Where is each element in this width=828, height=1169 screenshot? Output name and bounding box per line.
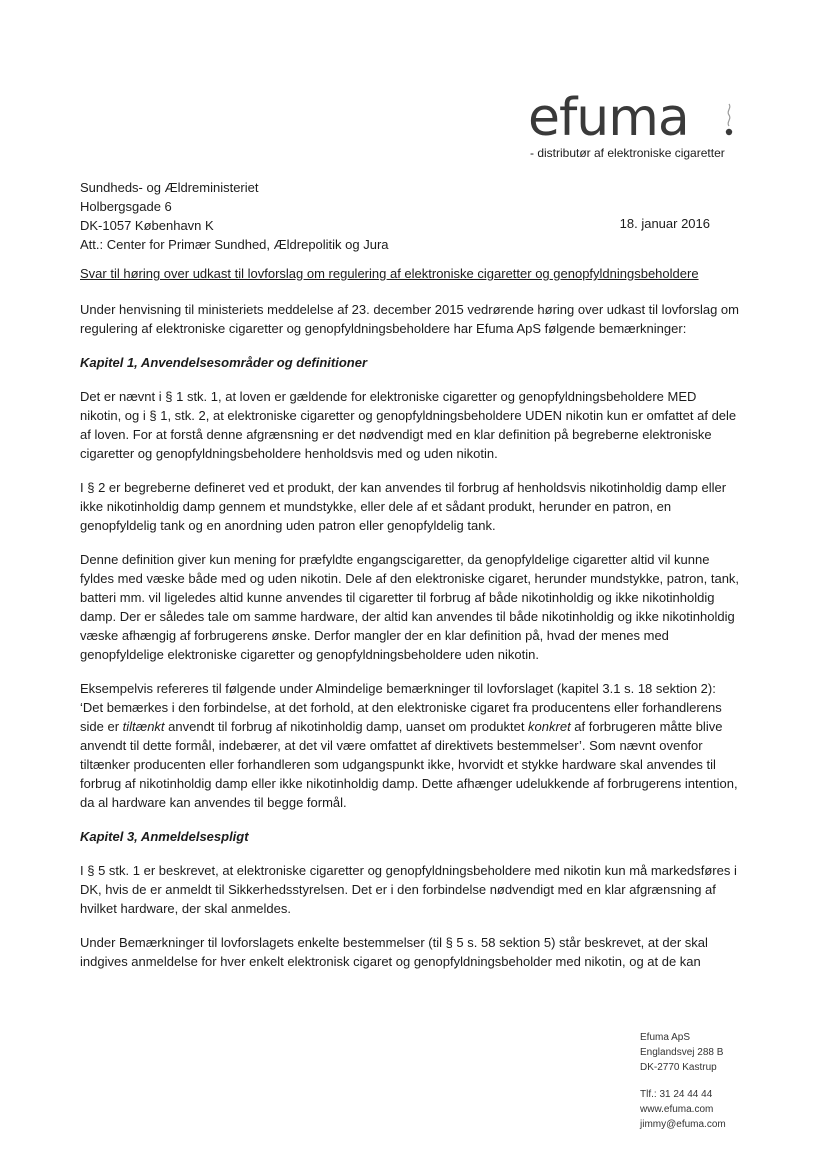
letter-date: 18. januar 2016 [619, 216, 710, 231]
text-run: anvendt til forbrug af nikotinholdig damp, uanset om produktet [164, 719, 529, 734]
section-heading: Kapitel 3, Anmeldelsespligt [80, 829, 249, 844]
footer-phone: Tlf.: 31 24 44 44 [640, 1089, 713, 1100]
company-footer [640, 1030, 726, 1132]
emphasis: tiltænkt [122, 719, 165, 734]
footer-city: DK-2770 Kastrup [640, 1062, 717, 1073]
logo-text: efuma [528, 88, 689, 148]
footer-web: www.efuma.com [640, 1104, 714, 1115]
recipient-line: Holbergsgade 6 [80, 199, 172, 214]
text-run: af forbrugeren måtte blive anvendt til dette formål, indebærer, at det vil være omfattet af direktivets bestemmelser’. Som nævnt ovenfor tiltænker producenten eller forhandleren som udgangspunkt ikke, hvorvidt et stykke hardware skal anvendes til forbrug af nikotinholdig damp eller ikke nikotinholdig damp. Dette afhænger udelukkende af forbrugerens intention, da al hardware kan anvendes til begge formål. [80, 719, 738, 810]
body-paragraph: Under Bemærkninger til lovforslagets enkelte bestemmelser (til § 5 s. 58 sektion 5) står beskrevet, at der skal indgives anmeldelse for hver enkelt elektronisk cigaret og genopfyldningsbeholder med nikotin, og at de kan [80, 935, 708, 969]
body-paragraph [80, 679, 740, 812]
recipient-line: Att.: Center for Primær Sundhed, Ældrepolitik og Jura [80, 237, 389, 252]
body-paragraph: Det er nævnt i § 1 stk. 1, at loven er gældende for elektroniske cigaretter og genopfyldningsbeholdere MED nikotin, og i § 1, stk. 2, at elektroniske cigaretter og genopfyldningsbeholdere UDEN nikotin kun er omfattet af dele af loven. For at forstå denne afgrænsning er det nødvendigt med en klar definition på begreberne elektroniske cigaretter og genopfyldningsbeholdere henholdsvis med og uden nikotin. [80, 389, 737, 461]
emphasis: konkret [528, 719, 571, 734]
body-paragraph: I § 5 stk. 1 er beskrevet, at elektroniske cigaretter og genopfyldningsbeholdere med nikotin kun må markedsføres i DK, hvis de er anmeldt til Sikkerhedsstyrelsen. Det er i den forbindelse nødvendigt med en klar afgrænsning af hvilket hardware, der skal anmeldes. [80, 863, 737, 916]
body-paragraph: Denne definition giver kun mening for præfyldte engangscigaretter, da genopfyldelige cigaretter altid vil kunne fyldes med væske både med og uden nikotin. Dele af den elektroniske cigaret, herunder mundstykke, patron, tank, batteri mm. vil ligeledes altid kunne anvendes til cigaretter til forbrug af både nikotinholdig og ikke nikotinholdig damp. Der er således tale om samme hardware, der altid kan anvendes til både nikotinholdig og ikke nikotinholdig væske afhængig af forbrugerens ønske. Derfor mangler der en klar definition på, hvad der menes med genopfyldelige elektroniske cigaretter og genopfyldningsbeholdere uden nikotin. [80, 552, 740, 662]
recipient-address [80, 178, 389, 254]
recipient-line: Sundheds- og Ældreministeriet [80, 180, 259, 195]
body-paragraph: I § 2 er begreberne defineret ved et produkt, der kan anvendes til forbrug af henholdsvis nikotinholdig damp eller ikke nikotinholdig damp gennem et mundstykke, eller dele af et sådant produkt, herunder en patron, en genopfyldelig tank og en anordning uden patron eller genopfyldelig tank. [80, 480, 727, 533]
tagline: - distributør af elektroniske cigaretter [530, 146, 725, 160]
vapor-icon [724, 102, 734, 136]
section-heading: Kapitel 1, Anvendelsesområder og definitioner [80, 355, 368, 370]
subject-line: Svar til høring over udkast til lovforslag om regulering af elektroniske cigaretter og genopfyldningsbeholdere [80, 266, 699, 281]
footer-company: Efuma ApS [640, 1032, 691, 1043]
footer-email: jimmy@efuma.com [640, 1119, 726, 1130]
text-run: Eksempelvis refereres til følgende under Almindelige bemærkninger til lovforslaget (kapitel 3.1 s. 18 sektion 2): ‘Det bemærkes i den forbindelse, at det forhold, at den elektroniske cigaret fra producentens eller forhandlerens side er [80, 681, 722, 734]
company-logo [528, 88, 748, 148]
intro-paragraph: Under henvisning til ministeriets meddelelse af 23. december 2015 vedrørende høring over udkast til lovforslag om regulering af elektroniske cigaretter og genopfyldningsbeholdere har Efuma ApS følgende bemærkninger: [80, 302, 739, 336]
footer-street: Englandsvej 288 B [640, 1047, 724, 1058]
letter-body [80, 300, 740, 986]
recipient-line: DK-1057 København K [80, 218, 214, 233]
